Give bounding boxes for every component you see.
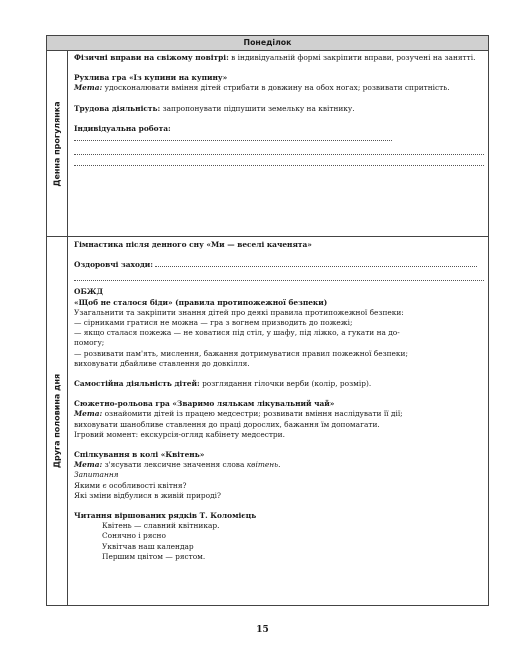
circle-goal-label: Мета: xyxy=(74,460,103,470)
poem-line: Квітень — славний квітникар. xyxy=(102,521,220,531)
gym-title: Гімнастика після денного сну «Ми — веселі каченята» xyxy=(74,240,312,249)
role-goal-label: Мета: xyxy=(74,409,103,419)
obzhd-line: помогу; xyxy=(74,338,105,348)
game-title: Рухлива гра «Із купини на купину» xyxy=(74,73,228,83)
reading-title: Читання віршованих рядків Т. Коломієць xyxy=(74,511,257,521)
day-plan-table xyxy=(46,35,489,606)
question: Якими є особливості квітня? xyxy=(74,480,187,490)
obzhd-line: виховувати дбайливе ставлення до довкілля. xyxy=(74,358,250,368)
obzhd-line: Узагальнити та закріпити знання дітей про деякі правила протипожежної безпеки: xyxy=(74,307,404,317)
questions-label: Запитання xyxy=(74,470,119,480)
fill-line xyxy=(74,155,484,166)
circle-goal-word: квітень xyxy=(246,460,279,470)
independent-paragraph xyxy=(74,379,484,389)
fill-line xyxy=(74,144,484,155)
labor-text: запропонувати підпушити земельку на квітнику. xyxy=(162,103,355,113)
individual-paragraph xyxy=(74,124,484,144)
section-label-walk xyxy=(47,51,68,236)
walk-content xyxy=(74,53,484,166)
game-goal-label: Мета: xyxy=(74,83,103,93)
circle-goal-text: з'ясувати лексичне значення слова xyxy=(104,460,245,470)
exercise-paragraph xyxy=(74,53,484,63)
circle-title: Спілкування в колі «Квітень» xyxy=(74,450,205,460)
fill-line xyxy=(155,266,477,267)
question: Які зміни відбулися в живій природі? xyxy=(74,490,221,500)
role-line: виховувати шанобливе ставлення до праці дорослих, бажання їм допомагати. xyxy=(74,419,380,429)
poem-line: Уквітчав наш календар xyxy=(102,541,194,551)
fill-line xyxy=(74,270,484,281)
table-header: Понеділок xyxy=(47,36,488,51)
game-goal-text: удосконалювати вміння дітей стрибати в довжину на обох ногах; розвивати спритність. xyxy=(104,83,450,93)
obzhd-line: — якщо сталася пожежа — не ховатися під стіл, у шафу, під ліжко, а гукати на до- xyxy=(74,328,400,338)
health-title: Оздоровчі заходи: xyxy=(74,260,154,270)
independent-title: Самостійна діяльність дітей: xyxy=(74,379,200,389)
section-label-afternoon-text: Друга половина дня xyxy=(52,373,62,469)
labor-title: Трудова діяльність: xyxy=(74,103,161,113)
poem-line: Сонячно і рясно xyxy=(102,531,166,541)
circle-goal-end: . xyxy=(278,460,281,470)
role-title: Сюжетно-рольова гра «Зваримо лялькам лікувальний чай» xyxy=(74,399,335,409)
independent-text: розглядання гілочки верби (колір, розмір). xyxy=(202,379,372,389)
role-goal xyxy=(74,409,484,419)
section-divider xyxy=(47,236,488,237)
obzhd-subtitle: «Щоб не сталося біди» (правила протипожежної безпеки) xyxy=(74,297,328,307)
poem-line: Першим цвітом — рястом. xyxy=(102,551,206,561)
health-paragraph xyxy=(74,260,484,270)
game-goal xyxy=(74,83,484,93)
section-label-afternoon xyxy=(47,237,68,605)
obzhd-line: — розвивати пам'ять, мислення, бажання дотримуватися правил пожежної безпеки; xyxy=(74,348,408,358)
individual-title: Індивідуальна робота: xyxy=(74,123,171,133)
circle-goal xyxy=(74,460,484,470)
obzhd-title: ОБЖД xyxy=(74,287,104,297)
fill-line xyxy=(74,140,392,141)
exercise-text: в індивідуальній формі закріпити вправи, розучені на занятті. xyxy=(231,53,476,62)
labor-paragraph xyxy=(74,104,484,114)
exercise-title: Фізичні вправи на свіжому повітрі: xyxy=(74,53,229,62)
afternoon-content xyxy=(74,240,484,562)
obzhd-line: — сірниками гратися не можна — гра з вогнем призводить до пожежі; xyxy=(74,318,353,328)
role-goal-text: ознайомити дітей із працею медсестри; розвивати вміння наслідувати її дії; xyxy=(104,409,403,419)
section-label-walk-text: Денна прогулянка xyxy=(52,100,62,187)
page-number: 15 xyxy=(256,625,269,635)
role-line: Ігровий момент: екскурсія-огляд кабінету медсестри. xyxy=(74,429,285,439)
